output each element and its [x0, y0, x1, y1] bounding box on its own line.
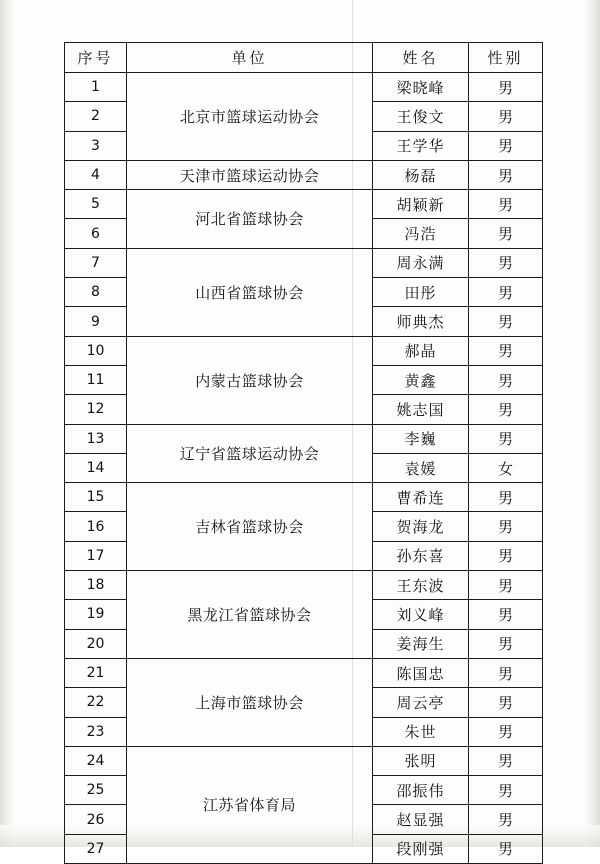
page-edge-shadow-right [584, 0, 600, 847]
cell-unit: 辽宁省篮球运动协会 [127, 424, 373, 483]
cell-index: 8 [65, 278, 127, 307]
cell-index: 23 [65, 717, 127, 746]
cell-name: 周永满 [373, 248, 469, 277]
cell-gender: 男 [469, 248, 543, 277]
column-header-name: 姓名 [373, 43, 469, 73]
cell-index: 26 [65, 805, 127, 834]
cell-unit: 江苏省体育局 [127, 746, 373, 863]
cell-name: 胡颖新 [373, 190, 469, 219]
cell-unit: 吉林省篮球协会 [127, 483, 373, 571]
cell-unit: 北京市篮球运动协会 [127, 73, 373, 161]
cell-name: 王俊文 [373, 102, 469, 131]
column-header-unit: 单位 [127, 43, 373, 73]
cell-name: 杨磊 [373, 160, 469, 189]
cell-index: 5 [65, 190, 127, 219]
roster-table [64, 42, 543, 864]
cell-gender: 男 [469, 424, 543, 453]
table-row [65, 336, 543, 365]
cell-name: 姚志国 [373, 395, 469, 424]
table-row [65, 160, 543, 189]
cell-index: 14 [65, 453, 127, 482]
cell-gender: 男 [469, 336, 543, 365]
cell-index: 21 [65, 658, 127, 687]
cell-index: 17 [65, 541, 127, 570]
cell-name: 周云亭 [373, 688, 469, 717]
cell-gender: 男 [469, 365, 543, 394]
table-row [65, 73, 543, 102]
cell-gender: 男 [469, 483, 543, 512]
cell-index: 9 [65, 307, 127, 336]
cell-name: 李巍 [373, 424, 469, 453]
cell-index: 24 [65, 746, 127, 775]
cell-name: 袁媛 [373, 453, 469, 482]
table-row [65, 248, 543, 277]
cell-name: 贺海龙 [373, 512, 469, 541]
cell-name: 孙东喜 [373, 541, 469, 570]
cell-unit: 河北省篮球协会 [127, 190, 373, 249]
cell-index: 7 [65, 248, 127, 277]
cell-name: 段刚强 [373, 834, 469, 863]
cell-unit: 山西省篮球协会 [127, 248, 373, 336]
cell-name: 梁晓峰 [373, 73, 469, 102]
table-row [65, 483, 543, 512]
cell-gender: 男 [469, 805, 543, 834]
cell-index: 18 [65, 571, 127, 600]
cell-index: 3 [65, 131, 127, 160]
cell-index: 4 [65, 160, 127, 189]
table-row [65, 571, 543, 600]
page-edge-shadow-left [0, 0, 14, 847]
table-body [65, 73, 543, 864]
cell-name: 陈国忠 [373, 658, 469, 687]
table-row [65, 746, 543, 775]
cell-gender: 男 [469, 541, 543, 570]
cell-name: 黄鑫 [373, 365, 469, 394]
table-header [65, 43, 543, 73]
cell-gender: 男 [469, 688, 543, 717]
cell-name: 赵显强 [373, 805, 469, 834]
table-row [65, 658, 543, 687]
cell-index: 6 [65, 219, 127, 248]
cell-gender: 男 [469, 131, 543, 160]
cell-gender: 男 [469, 102, 543, 131]
cell-gender: 男 [469, 776, 543, 805]
cell-name: 师典杰 [373, 307, 469, 336]
cell-gender: 男 [469, 629, 543, 658]
table-row [65, 424, 543, 453]
cell-gender: 男 [469, 190, 543, 219]
cell-index: 22 [65, 688, 127, 717]
cell-gender: 男 [469, 160, 543, 189]
cell-name: 刘义峰 [373, 600, 469, 629]
cell-index: 2 [65, 102, 127, 131]
cell-index: 27 [65, 834, 127, 863]
cell-gender: 男 [469, 307, 543, 336]
cell-name: 冯浩 [373, 219, 469, 248]
cell-gender: 女 [469, 453, 543, 482]
cell-gender: 男 [469, 717, 543, 746]
table-row [65, 190, 543, 219]
cell-gender: 男 [469, 219, 543, 248]
cell-name: 姜海生 [373, 629, 469, 658]
cell-index: 15 [65, 483, 127, 512]
column-header-gender: 性别 [469, 43, 543, 73]
cell-gender: 男 [469, 600, 543, 629]
cell-unit: 天津市篮球运动协会 [127, 160, 373, 189]
table-header-row [65, 43, 543, 73]
cell-unit: 黑龙江省篮球协会 [127, 571, 373, 659]
cell-gender: 男 [469, 746, 543, 775]
cell-gender: 男 [469, 395, 543, 424]
cell-name: 田彤 [373, 278, 469, 307]
cell-name: 张明 [373, 746, 469, 775]
cell-index: 16 [65, 512, 127, 541]
cell-index: 19 [65, 600, 127, 629]
cell-index: 13 [65, 424, 127, 453]
cell-name: 王学华 [373, 131, 469, 160]
cell-unit: 内蒙古篮球协会 [127, 336, 373, 424]
cell-gender: 男 [469, 278, 543, 307]
cell-index: 25 [65, 776, 127, 805]
cell-index: 1 [65, 73, 127, 102]
cell-name: 邵振伟 [373, 776, 469, 805]
column-header-index: 序号 [65, 43, 127, 73]
cell-gender: 男 [469, 73, 543, 102]
cell-gender: 男 [469, 834, 543, 863]
cell-index: 12 [65, 395, 127, 424]
cell-index: 10 [65, 336, 127, 365]
cell-index: 20 [65, 629, 127, 658]
cell-unit: 上海市篮球协会 [127, 658, 373, 746]
cell-name: 王东波 [373, 571, 469, 600]
cell-name: 曹希连 [373, 483, 469, 512]
cell-name: 朱世 [373, 717, 469, 746]
cell-name: 郝晶 [373, 336, 469, 365]
cell-gender: 男 [469, 658, 543, 687]
cell-gender: 男 [469, 571, 543, 600]
cell-index: 11 [65, 365, 127, 394]
cell-gender: 男 [469, 512, 543, 541]
